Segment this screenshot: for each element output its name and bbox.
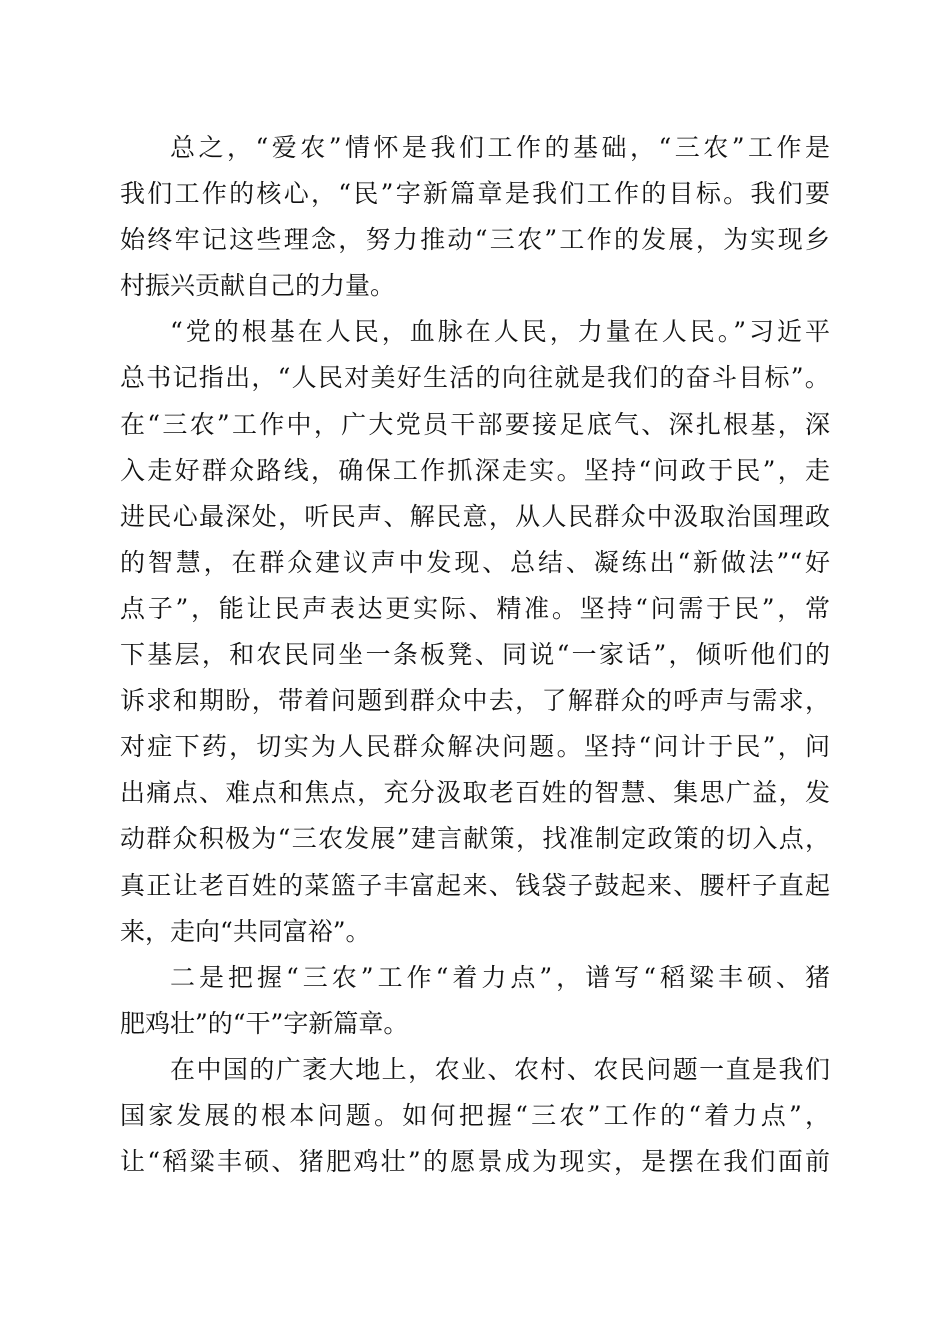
text-line: 在中国的广袤大地上，农业、农村、农民问题一直是我们 <box>170 1054 830 1084</box>
document-body <box>120 125 830 1185</box>
text-line: 始终牢记这些理念，努力推动“三农”工作的发展，为实现乡 <box>120 225 830 255</box>
text-line: 村振兴贡献自己的力量。 <box>120 271 396 301</box>
text-line: 点子”，能让民声表达更实际、精准。坚持“问需于民”，常 <box>120 593 830 623</box>
text-line: 来，走向“共同富裕”。 <box>120 916 371 946</box>
text-line: 总之，“爱农”情怀是我们工作的基础，“三农”工作是 <box>170 133 830 162</box>
text-line: 出痛点、难点和焦点，充分汲取老百姓的智慧、集思广益，发 <box>120 778 830 808</box>
text-line: 下基层，和农民同坐一条板凳、同说“一家话”，倾听他们的 <box>120 640 830 670</box>
text-line: 让“稻粱丰硕、猪肥鸡壮”的愿景成为现实，是摆在我们面前 <box>120 1147 830 1177</box>
paragraph-conclusion <box>120 125 830 309</box>
text-line: 入走好群众路线，确保工作抓深走实。坚持“问政于民”，走 <box>120 455 830 485</box>
text-line: “党的根基在人民，血脉在人民，力量在人民。”习近平 <box>170 317 830 347</box>
paragraph-china-land <box>120 1047 830 1185</box>
paragraph-people-roots <box>120 309 830 954</box>
text-line: 总书记指出，“人民对美好生活的向往就是我们的奋斗目标”。 <box>120 363 830 393</box>
section-heading <box>120 955 830 1047</box>
text-line: 对症下药，切实为人民群众解决问题。坚持“问计于民”，问 <box>120 732 830 762</box>
text-line: 在“三农”工作中，广大党员干部要接足底气、深扎根基，深 <box>120 409 830 439</box>
text-line: 进民心最深处，听民声、解民意，从人民群众中汲取治国理政 <box>120 501 830 531</box>
text-line: 真正让老百姓的菜篮子丰富起来、钱袋子鼓起来、腰杆子直起 <box>120 870 830 900</box>
heading-line: 肥鸡壮”的“干”字新篇章。 <box>120 1008 409 1038</box>
text-line: 的智慧，在群众建议声中发现、总结、凝练出“新做法”“好 <box>120 547 830 577</box>
text-line: 我们工作的核心，“民”字新篇章是我们工作的目标。我们要 <box>120 179 830 209</box>
heading-line: 二是把握“三农”工作“着力点”，谱写“稻粱丰硕、猪 <box>170 962 830 992</box>
text-line: 动群众积极为“三农发展”建言献策，找准制定政策的切入点， <box>120 824 830 854</box>
text-line: 国家发展的根本问题。如何把握“三农”工作的“着力点”， <box>120 1100 830 1130</box>
text-line: 诉求和期盼，带着问题到群众中去，了解群众的呼声与需求， <box>120 686 830 716</box>
